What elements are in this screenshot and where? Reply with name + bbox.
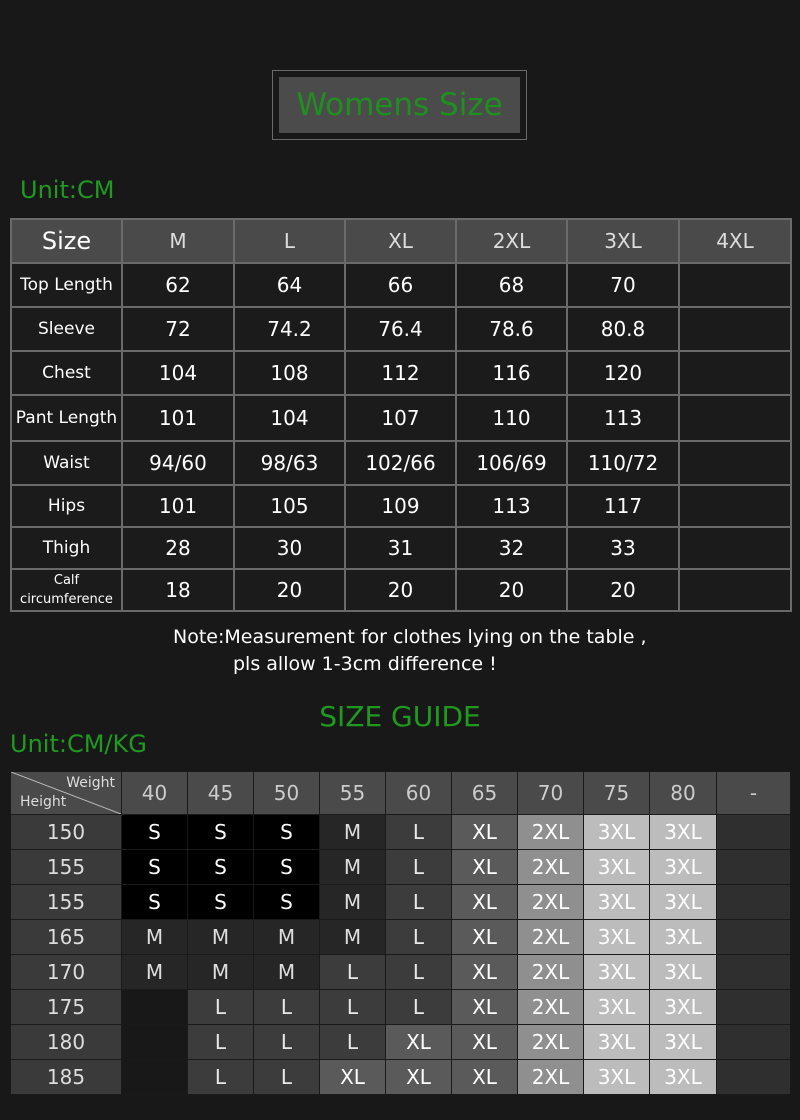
guide-size-cell: S bbox=[122, 885, 188, 920]
guide-size-cell: XL bbox=[320, 1060, 386, 1095]
guide-size-cell: L bbox=[386, 815, 452, 850]
guide-size-cell: XL bbox=[452, 920, 518, 955]
guide-size-cell: XL bbox=[452, 990, 518, 1025]
size-cell: 72 bbox=[122, 307, 234, 351]
guide-size-cell: 3XL bbox=[584, 1060, 650, 1095]
guide-size-cell: 3XL bbox=[650, 815, 717, 850]
size-cell bbox=[679, 527, 791, 569]
guide-size-cell: S bbox=[254, 885, 320, 920]
size-cell: 116 bbox=[456, 351, 567, 395]
guide-size-cell: 2XL bbox=[518, 1060, 584, 1095]
size-cell bbox=[679, 395, 791, 441]
guide-size-cell: M bbox=[320, 885, 386, 920]
guide-row bbox=[11, 815, 791, 850]
guide-size-cell: M bbox=[188, 955, 254, 990]
size-cell: 104 bbox=[234, 395, 345, 441]
size-cell: 113 bbox=[456, 485, 567, 527]
size-cell: 108 bbox=[234, 351, 345, 395]
guide-size-cell: 3XL bbox=[584, 920, 650, 955]
size-table bbox=[10, 218, 792, 612]
size-cell bbox=[679, 485, 791, 527]
guide-size-cell: S bbox=[188, 850, 254, 885]
size-table-row bbox=[11, 307, 791, 351]
size-cell: 62 bbox=[122, 263, 234, 307]
guide-size-cell bbox=[717, 990, 791, 1025]
guide-size-cell: 2XL bbox=[518, 815, 584, 850]
size-cell: 104 bbox=[122, 351, 234, 395]
guide-size-cell: L bbox=[386, 885, 452, 920]
guide-size-cell bbox=[717, 955, 791, 990]
guide-size-cell: M bbox=[122, 955, 188, 990]
guide-size-cell: S bbox=[122, 815, 188, 850]
size-cell: 30 bbox=[234, 527, 345, 569]
height-cell: 175 bbox=[11, 990, 122, 1025]
weight-col-header: 80 bbox=[650, 772, 717, 815]
guide-size-cell: L bbox=[188, 1025, 254, 1060]
size-corner: Size bbox=[11, 219, 122, 263]
size-cell: 18 bbox=[122, 569, 234, 611]
row-label: Top Length bbox=[11, 263, 122, 307]
page-title: Womens Size bbox=[279, 77, 520, 133]
guide-size-cell: XL bbox=[452, 955, 518, 990]
weight-col-header: 50 bbox=[254, 772, 320, 815]
row-label: Calf circumference bbox=[11, 569, 122, 611]
guide-size-cell: S bbox=[188, 885, 254, 920]
unit-cm-label: Unit:CM bbox=[20, 176, 115, 204]
size-cell: 110/72 bbox=[567, 441, 679, 485]
size-cell: 80.8 bbox=[567, 307, 679, 351]
size-cell: 101 bbox=[122, 485, 234, 527]
height-cell: 180 bbox=[11, 1025, 122, 1060]
size-cell: 98/63 bbox=[234, 441, 345, 485]
row-label: Chest bbox=[11, 351, 122, 395]
guide-size-cell: M bbox=[122, 920, 188, 955]
guide-size-cell: 3XL bbox=[650, 1025, 717, 1060]
guide-row bbox=[11, 850, 791, 885]
weight-col-header: 75 bbox=[584, 772, 650, 815]
weight-col-header: 45 bbox=[188, 772, 254, 815]
size-guide-table bbox=[10, 771, 791, 1095]
unit-cmkg-label: Unit:CM/KG bbox=[10, 730, 147, 758]
size-cell: 20 bbox=[567, 569, 679, 611]
size-table-header bbox=[11, 219, 791, 263]
guide-size-cell: L bbox=[386, 990, 452, 1025]
size-cell: 68 bbox=[456, 263, 567, 307]
size-cell: 20 bbox=[234, 569, 345, 611]
size-cell: 106/69 bbox=[456, 441, 567, 485]
guide-size-cell bbox=[717, 815, 791, 850]
size-cell: 32 bbox=[456, 527, 567, 569]
height-cell: 150 bbox=[11, 815, 122, 850]
guide-size-cell: L bbox=[254, 1060, 320, 1095]
size-cell: 76.4 bbox=[345, 307, 456, 351]
weight-col-header: - bbox=[717, 772, 791, 815]
size-table-row bbox=[11, 485, 791, 527]
size-cell: 105 bbox=[234, 485, 345, 527]
size-table-row bbox=[11, 351, 791, 395]
size-cell bbox=[679, 307, 791, 351]
row-label: Thigh bbox=[11, 527, 122, 569]
guide-row bbox=[11, 920, 791, 955]
height-cell: 155 bbox=[11, 850, 122, 885]
note-line-2: pls allow 1-3cm difference ! bbox=[233, 653, 497, 675]
guide-size-cell: M bbox=[254, 955, 320, 990]
size-table-row bbox=[11, 263, 791, 307]
guide-size-cell: 2XL bbox=[518, 920, 584, 955]
size-cell: 117 bbox=[567, 485, 679, 527]
guide-size-cell: XL bbox=[452, 1060, 518, 1095]
size-cell: 66 bbox=[345, 263, 456, 307]
guide-size-cell: 3XL bbox=[584, 955, 650, 990]
size-cell: 101 bbox=[122, 395, 234, 441]
size-cell: 78.6 bbox=[456, 307, 567, 351]
guide-size-cell: L bbox=[254, 1025, 320, 1060]
guide-size-cell: 2XL bbox=[518, 990, 584, 1025]
height-cell: 155 bbox=[11, 885, 122, 920]
guide-size-cell: XL bbox=[452, 885, 518, 920]
size-col-header: 3XL bbox=[567, 219, 679, 263]
height-cell: 165 bbox=[11, 920, 122, 955]
size-guide-title: SIZE GUIDE bbox=[319, 700, 481, 733]
guide-row bbox=[11, 990, 791, 1025]
guide-row bbox=[11, 1060, 791, 1095]
guide-size-cell: L bbox=[386, 850, 452, 885]
guide-size-cell bbox=[122, 1025, 188, 1060]
size-col-header: M bbox=[122, 219, 234, 263]
size-cell: 102/66 bbox=[345, 441, 456, 485]
guide-size-cell: L bbox=[188, 990, 254, 1025]
weight-col-header: 40 bbox=[122, 772, 188, 815]
guide-size-cell bbox=[122, 990, 188, 1025]
size-cell: 74.2 bbox=[234, 307, 345, 351]
guide-size-cell: 3XL bbox=[650, 990, 717, 1025]
row-label: Pant Length bbox=[11, 395, 122, 441]
guide-size-cell: S bbox=[254, 815, 320, 850]
height-cell: 185 bbox=[11, 1060, 122, 1095]
guide-size-cell: XL bbox=[452, 1025, 518, 1060]
guide-size-cell bbox=[717, 1025, 791, 1060]
size-table-row bbox=[11, 441, 791, 485]
size-col-header: 4XL bbox=[679, 219, 791, 263]
guide-size-cell bbox=[122, 1060, 188, 1095]
guide-size-cell: L bbox=[254, 990, 320, 1025]
guide-size-cell: 3XL bbox=[584, 815, 650, 850]
size-col-header: XL bbox=[345, 219, 456, 263]
guide-size-cell: S bbox=[188, 815, 254, 850]
size-cell: 120 bbox=[567, 351, 679, 395]
title-box bbox=[272, 70, 527, 140]
weight-col-header: 70 bbox=[518, 772, 584, 815]
guide-row bbox=[11, 955, 791, 990]
guide-size-cell: 3XL bbox=[650, 850, 717, 885]
guide-size-cell: XL bbox=[452, 815, 518, 850]
guide-size-cell: 2XL bbox=[518, 850, 584, 885]
guide-size-cell bbox=[717, 850, 791, 885]
size-cell: 70 bbox=[567, 263, 679, 307]
guide-size-cell: XL bbox=[386, 1025, 452, 1060]
guide-size-cell: 3XL bbox=[584, 885, 650, 920]
guide-size-cell: 3XL bbox=[584, 1025, 650, 1060]
height-label: Height bbox=[20, 794, 67, 810]
guide-header-row bbox=[11, 772, 791, 815]
height-cell: 170 bbox=[11, 955, 122, 990]
guide-size-cell: M bbox=[320, 850, 386, 885]
size-col-header: L bbox=[234, 219, 345, 263]
size-cell: 110 bbox=[456, 395, 567, 441]
guide-size-cell: 3XL bbox=[650, 955, 717, 990]
guide-size-cell: 2XL bbox=[518, 885, 584, 920]
size-table-row bbox=[11, 395, 791, 441]
size-cell: 20 bbox=[345, 569, 456, 611]
guide-size-cell: 3XL bbox=[650, 920, 717, 955]
guide-size-cell: 3XL bbox=[584, 990, 650, 1025]
size-table-row bbox=[11, 527, 791, 569]
guide-size-cell: M bbox=[320, 920, 386, 955]
size-cell: 107 bbox=[345, 395, 456, 441]
guide-size-cell: L bbox=[386, 955, 452, 990]
size-cell: 31 bbox=[345, 527, 456, 569]
size-cell: 28 bbox=[122, 527, 234, 569]
guide-size-cell: 3XL bbox=[584, 850, 650, 885]
size-cell: 113 bbox=[567, 395, 679, 441]
weight-col-header: 65 bbox=[452, 772, 518, 815]
guide-size-cell: S bbox=[254, 850, 320, 885]
guide-size-cell: M bbox=[320, 815, 386, 850]
guide-size-cell bbox=[717, 1060, 791, 1095]
guide-size-cell: L bbox=[320, 990, 386, 1025]
guide-corner bbox=[11, 772, 122, 815]
size-cell: 20 bbox=[456, 569, 567, 611]
guide-size-cell: L bbox=[188, 1060, 254, 1095]
guide-size-cell: 2XL bbox=[518, 1025, 584, 1060]
size-cell bbox=[679, 569, 791, 611]
size-col-header: 2XL bbox=[456, 219, 567, 263]
weight-col-header: 55 bbox=[320, 772, 386, 815]
size-cell: 33 bbox=[567, 527, 679, 569]
guide-size-cell: L bbox=[320, 1025, 386, 1060]
guide-size-cell: 3XL bbox=[650, 885, 717, 920]
size-cell: 109 bbox=[345, 485, 456, 527]
guide-size-cell: XL bbox=[386, 1060, 452, 1095]
guide-size-cell bbox=[717, 920, 791, 955]
size-cell: 64 bbox=[234, 263, 345, 307]
size-cell bbox=[679, 263, 791, 307]
guide-size-cell: M bbox=[188, 920, 254, 955]
guide-size-cell: XL bbox=[452, 850, 518, 885]
guide-size-cell bbox=[717, 885, 791, 920]
size-cell: 112 bbox=[345, 351, 456, 395]
size-cell bbox=[679, 441, 791, 485]
guide-size-cell: L bbox=[386, 920, 452, 955]
size-cell bbox=[679, 351, 791, 395]
weight-col-header: 60 bbox=[386, 772, 452, 815]
guide-size-cell: L bbox=[320, 955, 386, 990]
row-label: Sleeve bbox=[11, 307, 122, 351]
row-label: Waist bbox=[11, 441, 122, 485]
guide-size-cell: S bbox=[122, 850, 188, 885]
guide-size-cell: 3XL bbox=[650, 1060, 717, 1095]
size-cell: 94/60 bbox=[122, 441, 234, 485]
size-table-row bbox=[11, 569, 791, 611]
weight-label: Weight bbox=[66, 775, 115, 791]
note-line-1: Note:Measurement for clothes lying on the table , bbox=[173, 626, 647, 648]
row-label: Hips bbox=[11, 485, 122, 527]
guide-row bbox=[11, 885, 791, 920]
guide-row bbox=[11, 1025, 791, 1060]
guide-size-cell: M bbox=[254, 920, 320, 955]
guide-size-cell: 2XL bbox=[518, 955, 584, 990]
